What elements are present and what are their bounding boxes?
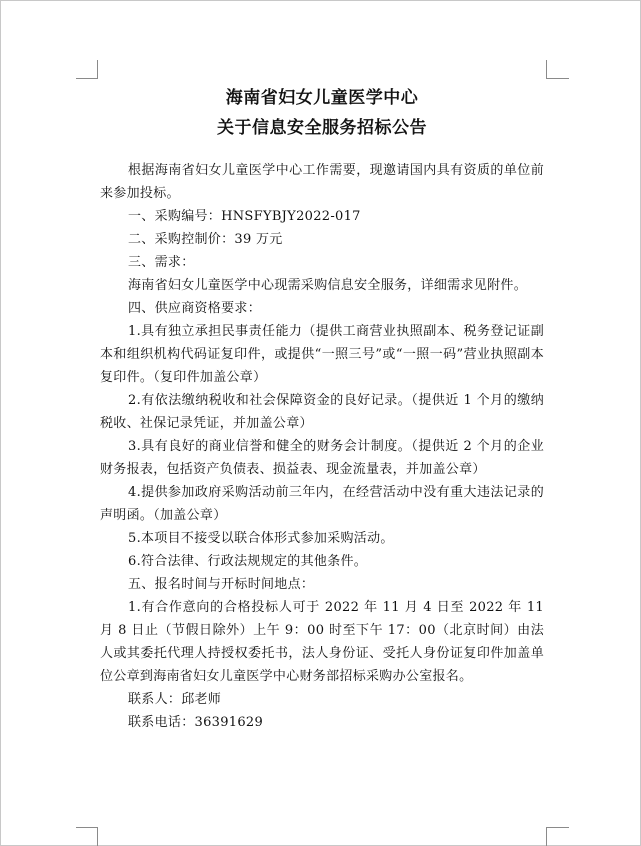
paragraph-schedule-heading: 五、报名时间与开标时间地点：	[128, 577, 315, 592]
paragraph-qualification-5: 5.本项目不接受以联合体形式参加采购活动。	[128, 531, 394, 546]
paragraph-qualification-3: 3.具有良好的商业信誉和健全的财务会计制度。（提供近 2 个月的企业财务报表，包括资产负债表、损益表、现金流量表，并加盖公章）	[100, 439, 544, 477]
crop-mark-top-left	[76, 60, 98, 79]
paragraph-contact-person: 联系人：邱老师	[128, 692, 222, 707]
paragraph-qualification-6: 6.符合法律、行政法规规定的其他条件。	[128, 554, 368, 569]
title-line-2: 关于信息安全服务招标公告	[217, 118, 427, 138]
paragraph-qualification-2: 2.有依法缴纳税收和社会保障资金的良好记录。（提供近 1 个月的缴纳税收、社保记录凭证，并加盖公章）	[100, 393, 544, 431]
paragraph-requirements: 海南省妇女儿童医学中心现需采购信息安全服务，详细需求见附件。	[128, 278, 528, 293]
paragraph-intro: 根据海南省妇女儿童医学中心工作需要，现邀请国内具有资质的单位前来参加投标。	[100, 163, 544, 201]
title-line-1: 海南省妇女儿童医学中心	[225, 88, 419, 108]
crop-mark-top-right	[546, 60, 569, 79]
paragraph-contact-phone: 联系电话：36391629	[128, 715, 264, 730]
paragraph-qualification-4: 4.提供参加政府采购活动前三年内，在经营活动中没有重大违法记录的声明函。（加盖公章）	[100, 485, 544, 523]
paragraph-procurement-number: 一、采购编号：HNSFYBJY2022-017	[128, 209, 361, 224]
paragraph-qualifications-heading: 四、供应商资格要求：	[128, 301, 262, 316]
paragraph-control-price: 二、采购控制价：39 万元	[128, 232, 283, 247]
crop-mark-bottom-left	[76, 827, 98, 846]
paragraph-registration: 1.有合作意向的合格投标人可于 2022 年 11 月 4 日至 2022 年 11 月 8 日止（节假日除外）上午 9：00 时至下午 17：00（北京时间）由法人或其委托代理人持授权委托书，法人身份证、受托人身份证复印件加盖单位公章到海南省妇女儿童医学中心财务部招标采购办公室报名。	[100, 600, 544, 684]
paragraph-qualification-1: 1.具有独立承担民事责任能力（提供工商营业执照副本、税务登记证副本和组织机构代码证复印件，或提供“一照三号”或“一照一码”营业执照副本复印件。（复印件加盖公章）	[100, 324, 544, 385]
crop-mark-bottom-right	[546, 827, 569, 846]
document-body	[100, 83, 544, 734]
paragraph-requirements-heading: 三、需求：	[128, 255, 195, 270]
